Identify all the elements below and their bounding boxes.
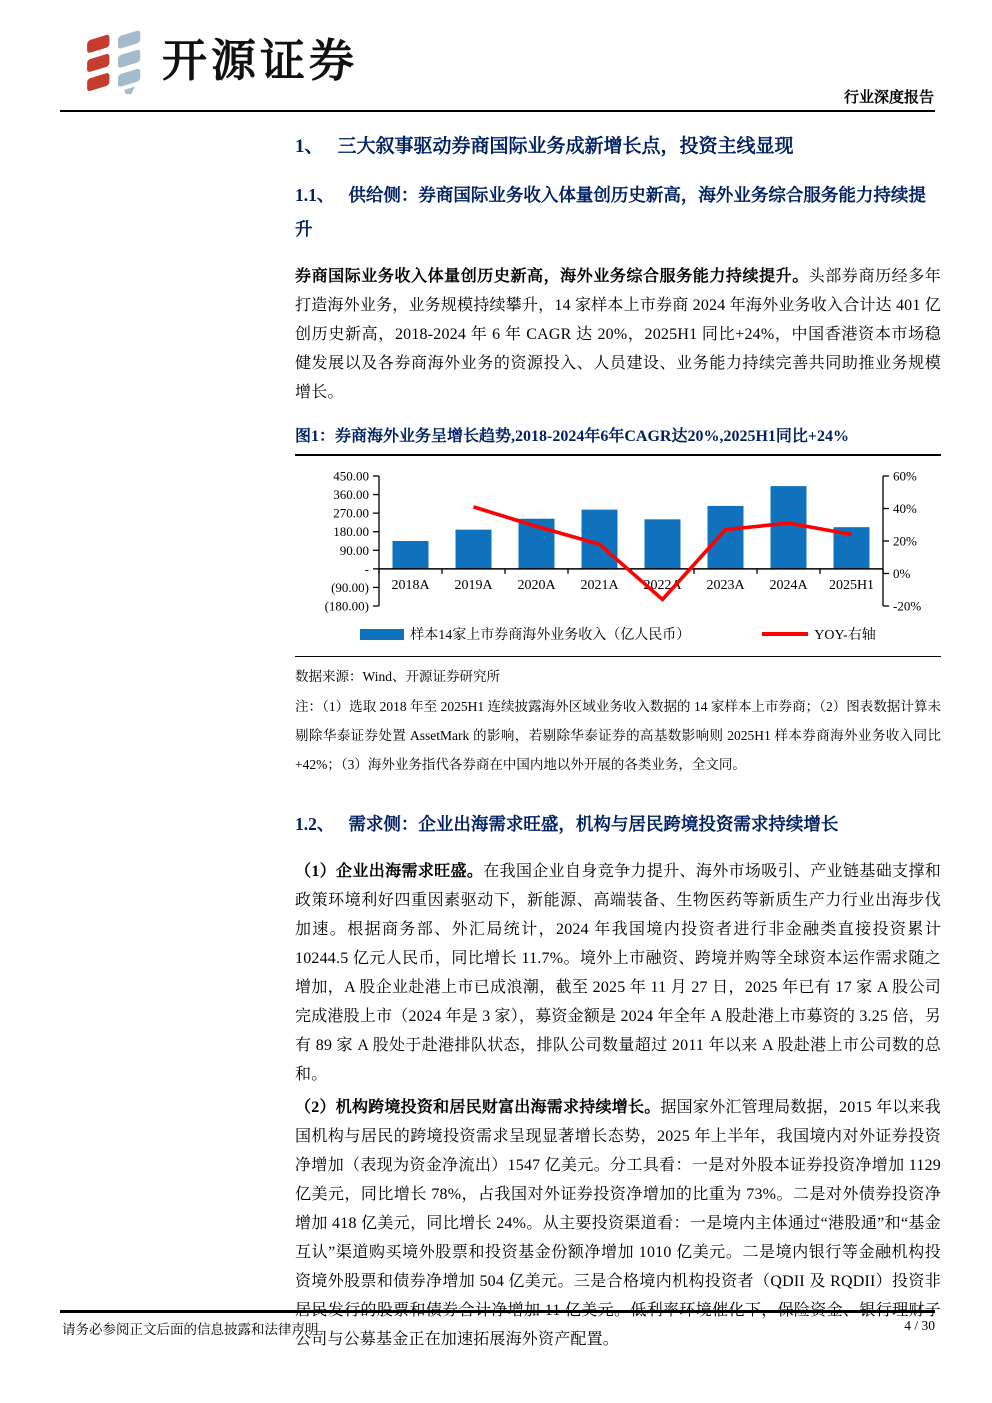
subsection-heading-1-2 [295,807,941,841]
svg-text:-20%: -20% [893,598,922,614]
figure1 [295,425,941,779]
figure1-footnotes [295,656,941,779]
subsection-title: 供给侧：券商国际业务收入体量创历史新高，海外业务综合服务能力持续提升 [295,185,926,239]
figure1-note: 注：（1）选取 2018 年至 2025H1 连续披露海外区域业务收入数据的 14 家样本上市券商；（2）图表数据计算未剔除华泰证券处置 AssetMark 的影响，若剔除华泰证券的高基数影响则 2025H1 样本券商海外业务收入同比+42%；（3）海外业务指代各券商在中国内地以外开展的各类业务，全文同。 [295,699,941,772]
svg-text:2021A: 2021A [580,577,619,593]
svg-text:2025H1: 2025H1 [828,577,875,593]
svg-text:180.00: 180.00 [333,524,369,540]
paragraph-demand-2 [295,1093,941,1354]
subsection-number: 1.1、 [295,185,335,205]
section-heading-1 [295,132,941,162]
figure1-chart-svg [295,464,941,614]
line-series-label: YOY-右轴 [814,628,876,643]
bar-series-label: 样本14家上市券商海外业务收入（亿人民币） [410,628,691,643]
svg-text:2019A: 2019A [454,577,493,593]
svg-text:2024A: 2024A [769,577,808,593]
svg-text:(90.00): (90.00) [331,579,369,595]
brand-name: 开源证券 [162,34,359,86]
svg-text:2020A: 2020A [517,577,556,593]
footer-rule [60,1310,935,1313]
paragraph-demand-1 [295,857,941,1089]
svg-text:2023A: 2023A [706,577,745,593]
svg-text:0%: 0% [893,566,911,581]
subsection-number: 1.2、 [295,814,335,834]
svg-text:450.00: 450.00 [333,468,369,484]
paragraph-body: 在我国企业自身竞争力提升、海外市场吸引、产业链基础支撑和政策环境利好四重因素驱动下，新能源、高端装备、生物医药等新质生产力行业出海步伐加速。根据商务部、外汇局统计，2024 年我国境内投资者进行非金融类直接投资累计 10244.5 亿元人民币，同比增长 11.7%。境外上市融资、跨境并购等全球资本运作需求随之增加，A 股企业赴港上市已成浪潮，截至 2025 年 11 月 27 日，2025 年已有 17 家 A 股公司完成港股上市（2024 年是 3 家），募资金额是 2024 年全年 A 股赴港上市募资的 3.25 倍，另有 89 家 A 股处于赴港排队状态，排队公司数量超过 2011 年以来 A 股赴港上市公司数的总和。 [295,863,941,1083]
bar-series-swatch [360,629,404,640]
svg-text:2022A: 2022A [643,577,682,593]
report-type-label: 行业深度报告 [843,90,934,106]
section-number: 1、 [295,136,324,157]
footer-disclaimer: 请务必参阅正文后面的信息披露和法律声明 [62,1322,319,1337]
svg-text:270.00: 270.00 [333,505,369,521]
paragraph-body: 头部券商历经多年打造海外业务，业务规模持续攀升，14 家样本上市券商 2024 年海外业务收入合计达 401 亿创历史新高，2018-2024 年 6 年 CAGR 达 20%，2025H1 同比+24%，中国香港资本市场稳健发展以及各券商海外业务的资源投入、人员建设、业务能力持续完善共同助推业务规模增长。 [295,268,941,401]
figure1-legend [295,624,941,644]
figure1-title: 图1：券商海外业务呈增长趋势,2018-2024年6年CAGR达20%,2025H1同比+24% [295,425,941,456]
svg-text:90.00: 90.00 [339,542,369,558]
line-series-swatch [762,632,808,636]
svg-text:360.00: 360.00 [333,487,369,503]
section-title: 三大叙事驱动券商国际业务成新增长点，投资主线显现 [337,136,794,157]
paragraph-lead: （1）企业出海需求旺盛。 [295,863,484,880]
svg-text:2018A: 2018A [391,577,430,593]
paragraph-body: 据国家外汇管理局数据，2015 年以来我国机构与居民的跨境投资需求呈现显著增长态势，2025 年上半年，我国境内对外证券投资净增加（表现为资金净流出）1547 亿美元。分工具看：一是对外股本证券投资净增加 1129 亿美元，同比增长 78%，占我国对外证券投资净增加的比重为 73%。二是对外债券投资净增加 418 亿美元，同比增长 24%。从主要投资渠道看：一是境内主体通过“港股通”和“基金互认”渠道购买境外股票和投资基金份额净增加 1010 亿美元。二是境内银行等金融机构投资境外股票和债券净增加 504 亿美元。三是合格境内机构投资者（QDII 及 RQDII）投资非居民发行的股票和债券合计净增加 11 亿美元。低利率环境催化下，保险资金、银行理财子公司与公募基金正在加速拓展海外资产配置。 [295,1099,941,1348]
svg-text:-: - [364,561,369,577]
brand-logo [84,26,358,94]
figure1-source: 数据来源：Wind、开源证券研究所 [295,669,500,684]
legend-item-bar [360,624,690,644]
figure1-chart [295,456,941,644]
svg-text:40%: 40% [893,501,917,516]
svg-text:20%: 20% [893,533,917,549]
svg-text:60%: 60% [893,468,917,484]
svg-text:(180.00): (180.00) [324,598,369,614]
paragraph-lead: 券商国际业务收入体量创历史新高，海外业务综合服务能力持续提升。 [295,268,809,285]
legend-item-line [762,624,875,644]
content-column [295,132,941,1358]
subsection-heading-1-1 [295,178,941,246]
paragraph-supply [295,262,941,407]
subsection-title: 需求侧：企业出海需求旺盛，机构与居民跨境投资需求持续增长 [348,814,839,834]
paragraph-lead: （2）机构跨境投资和居民财富出海需求持续增长。 [295,1099,661,1116]
footer-page-number: 4 / 30 [904,1318,935,1333]
header-rule [60,110,935,112]
brand-logo-icon [84,26,154,94]
